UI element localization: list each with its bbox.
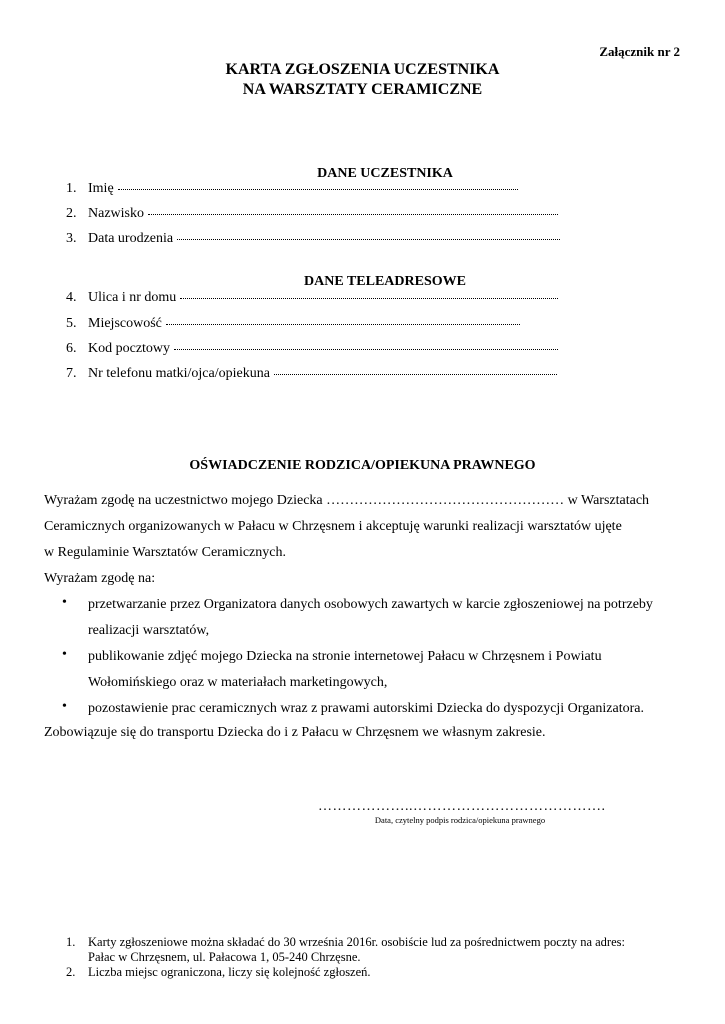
- field-first-name[interactable]: [66, 181, 518, 197]
- fill-line[interactable]: [177, 238, 560, 240]
- statement-line-2: Ceramicznych organizowanych w Pałacu w Chrzęsnem i akceptuję warunki realizacji warsztatów ujęte: [44, 519, 622, 534]
- bullet-marker: •: [62, 699, 67, 714]
- fill-line[interactable]: [118, 188, 518, 190]
- consent-item-1-line1: przetwarzanie przez Organizatora danych osobowych zawartych w karcie zgłoszeniowej na potrzeby: [88, 597, 653, 612]
- participant-heading: DANE UCZESTNIKA: [317, 166, 453, 181]
- footnote-number: 2.: [66, 965, 76, 979]
- footnote-2-line1: Liczba miejsc ograniczona, liczy się kolejność zgłoszeń.: [88, 965, 371, 979]
- field-number: 1.: [66, 181, 77, 196]
- field-label: Nr telefonu matki/ojca/opiekuna: [88, 366, 270, 381]
- signature-caption: Data, czytelny podpis rodzica/opiekuna prawnego: [374, 815, 546, 825]
- field-number: 4.: [66, 290, 77, 305]
- footnote-number: 1.: [66, 935, 76, 949]
- consent-item-3-line1: pozostawienie prac ceramicznych wraz z prawami autorskimi Dziecka do dyspozycji Organizatora.: [88, 701, 645, 716]
- field-city[interactable]: [66, 316, 520, 332]
- field-postal-code[interactable]: [66, 341, 558, 357]
- field-last-name[interactable]: [66, 206, 558, 222]
- fill-line[interactable]: [274, 373, 557, 375]
- statement-line-1: Wyrażam zgodę na uczestnictwo mojego Dziecka …………………………………………… w Warsztatach: [44, 493, 650, 508]
- signature-line[interactable]: ………………..………………………………….: [318, 799, 606, 814]
- form-title-line1: KARTA ZGŁOSZENIA UCZESTNIKA: [225, 61, 500, 78]
- consent-item-2-line2: Wołomińskiego oraz w materiałach marketingowych,: [88, 675, 388, 690]
- field-label: Kod pocztowy: [88, 341, 171, 356]
- field-street[interactable]: [66, 290, 558, 306]
- transport-declaration: Zobowiązuje się do transportu Dziecka do i z Pałacu w Chrzęsnem we własnym zakresie.: [44, 725, 546, 740]
- fill-line[interactable]: [174, 348, 558, 350]
- consent-item-1-line2: realizacji warsztatów,: [88, 623, 210, 638]
- consent-item-2-line1: publikowanie zdjęć mojego Dziecka na stronie internetowej Pałacu w Chrzęsnem i Powiatu: [88, 649, 602, 664]
- field-label: Data urodzenia: [88, 231, 174, 246]
- footnote-1-line2: Pałac w Chrzęsnem, ul. Pałacowa 1, 05-240 Chrzęsne.: [88, 950, 361, 964]
- fill-line[interactable]: [166, 323, 520, 325]
- bullet-marker: •: [62, 647, 67, 662]
- field-label: Imię: [88, 181, 114, 196]
- field-number: 3.: [66, 231, 77, 246]
- bullet-marker: •: [62, 595, 67, 610]
- field-number: 5.: [66, 316, 77, 331]
- field-number: 6.: [66, 341, 77, 356]
- field-birth-date[interactable]: [66, 231, 560, 247]
- consent-intro: Wyrażam zgodę na:: [44, 571, 156, 586]
- field-label: Ulica i nr domu: [88, 290, 177, 305]
- field-number: 7.: [66, 366, 77, 381]
- statement-heading: OŚWIADCZENIE RODZICA/OPIEKUNA PRAWNEGO: [189, 458, 536, 473]
- field-number: 2.: [66, 206, 77, 221]
- field-label: Nazwisko: [88, 206, 144, 221]
- fill-line[interactable]: [148, 213, 558, 215]
- field-label: Miejscowość: [88, 316, 162, 331]
- field-phone[interactable]: [66, 366, 557, 382]
- attachment-label: Załącznik nr 2: [599, 44, 680, 59]
- form-title-line2: NA WARSZTATY CERAMICZNE: [242, 81, 483, 98]
- footnote-1-line1: Karty zgłoszeniowe można składać do 30 września 2016r. osobiście lud za pośrednictwem poczty na adres:: [88, 935, 625, 949]
- address-heading: DANE TELEADRESOWE: [304, 274, 466, 289]
- fill-line[interactable]: [180, 297, 558, 299]
- statement-line-3: w Regulaminie Warsztatów Ceramicznych.: [44, 545, 286, 560]
